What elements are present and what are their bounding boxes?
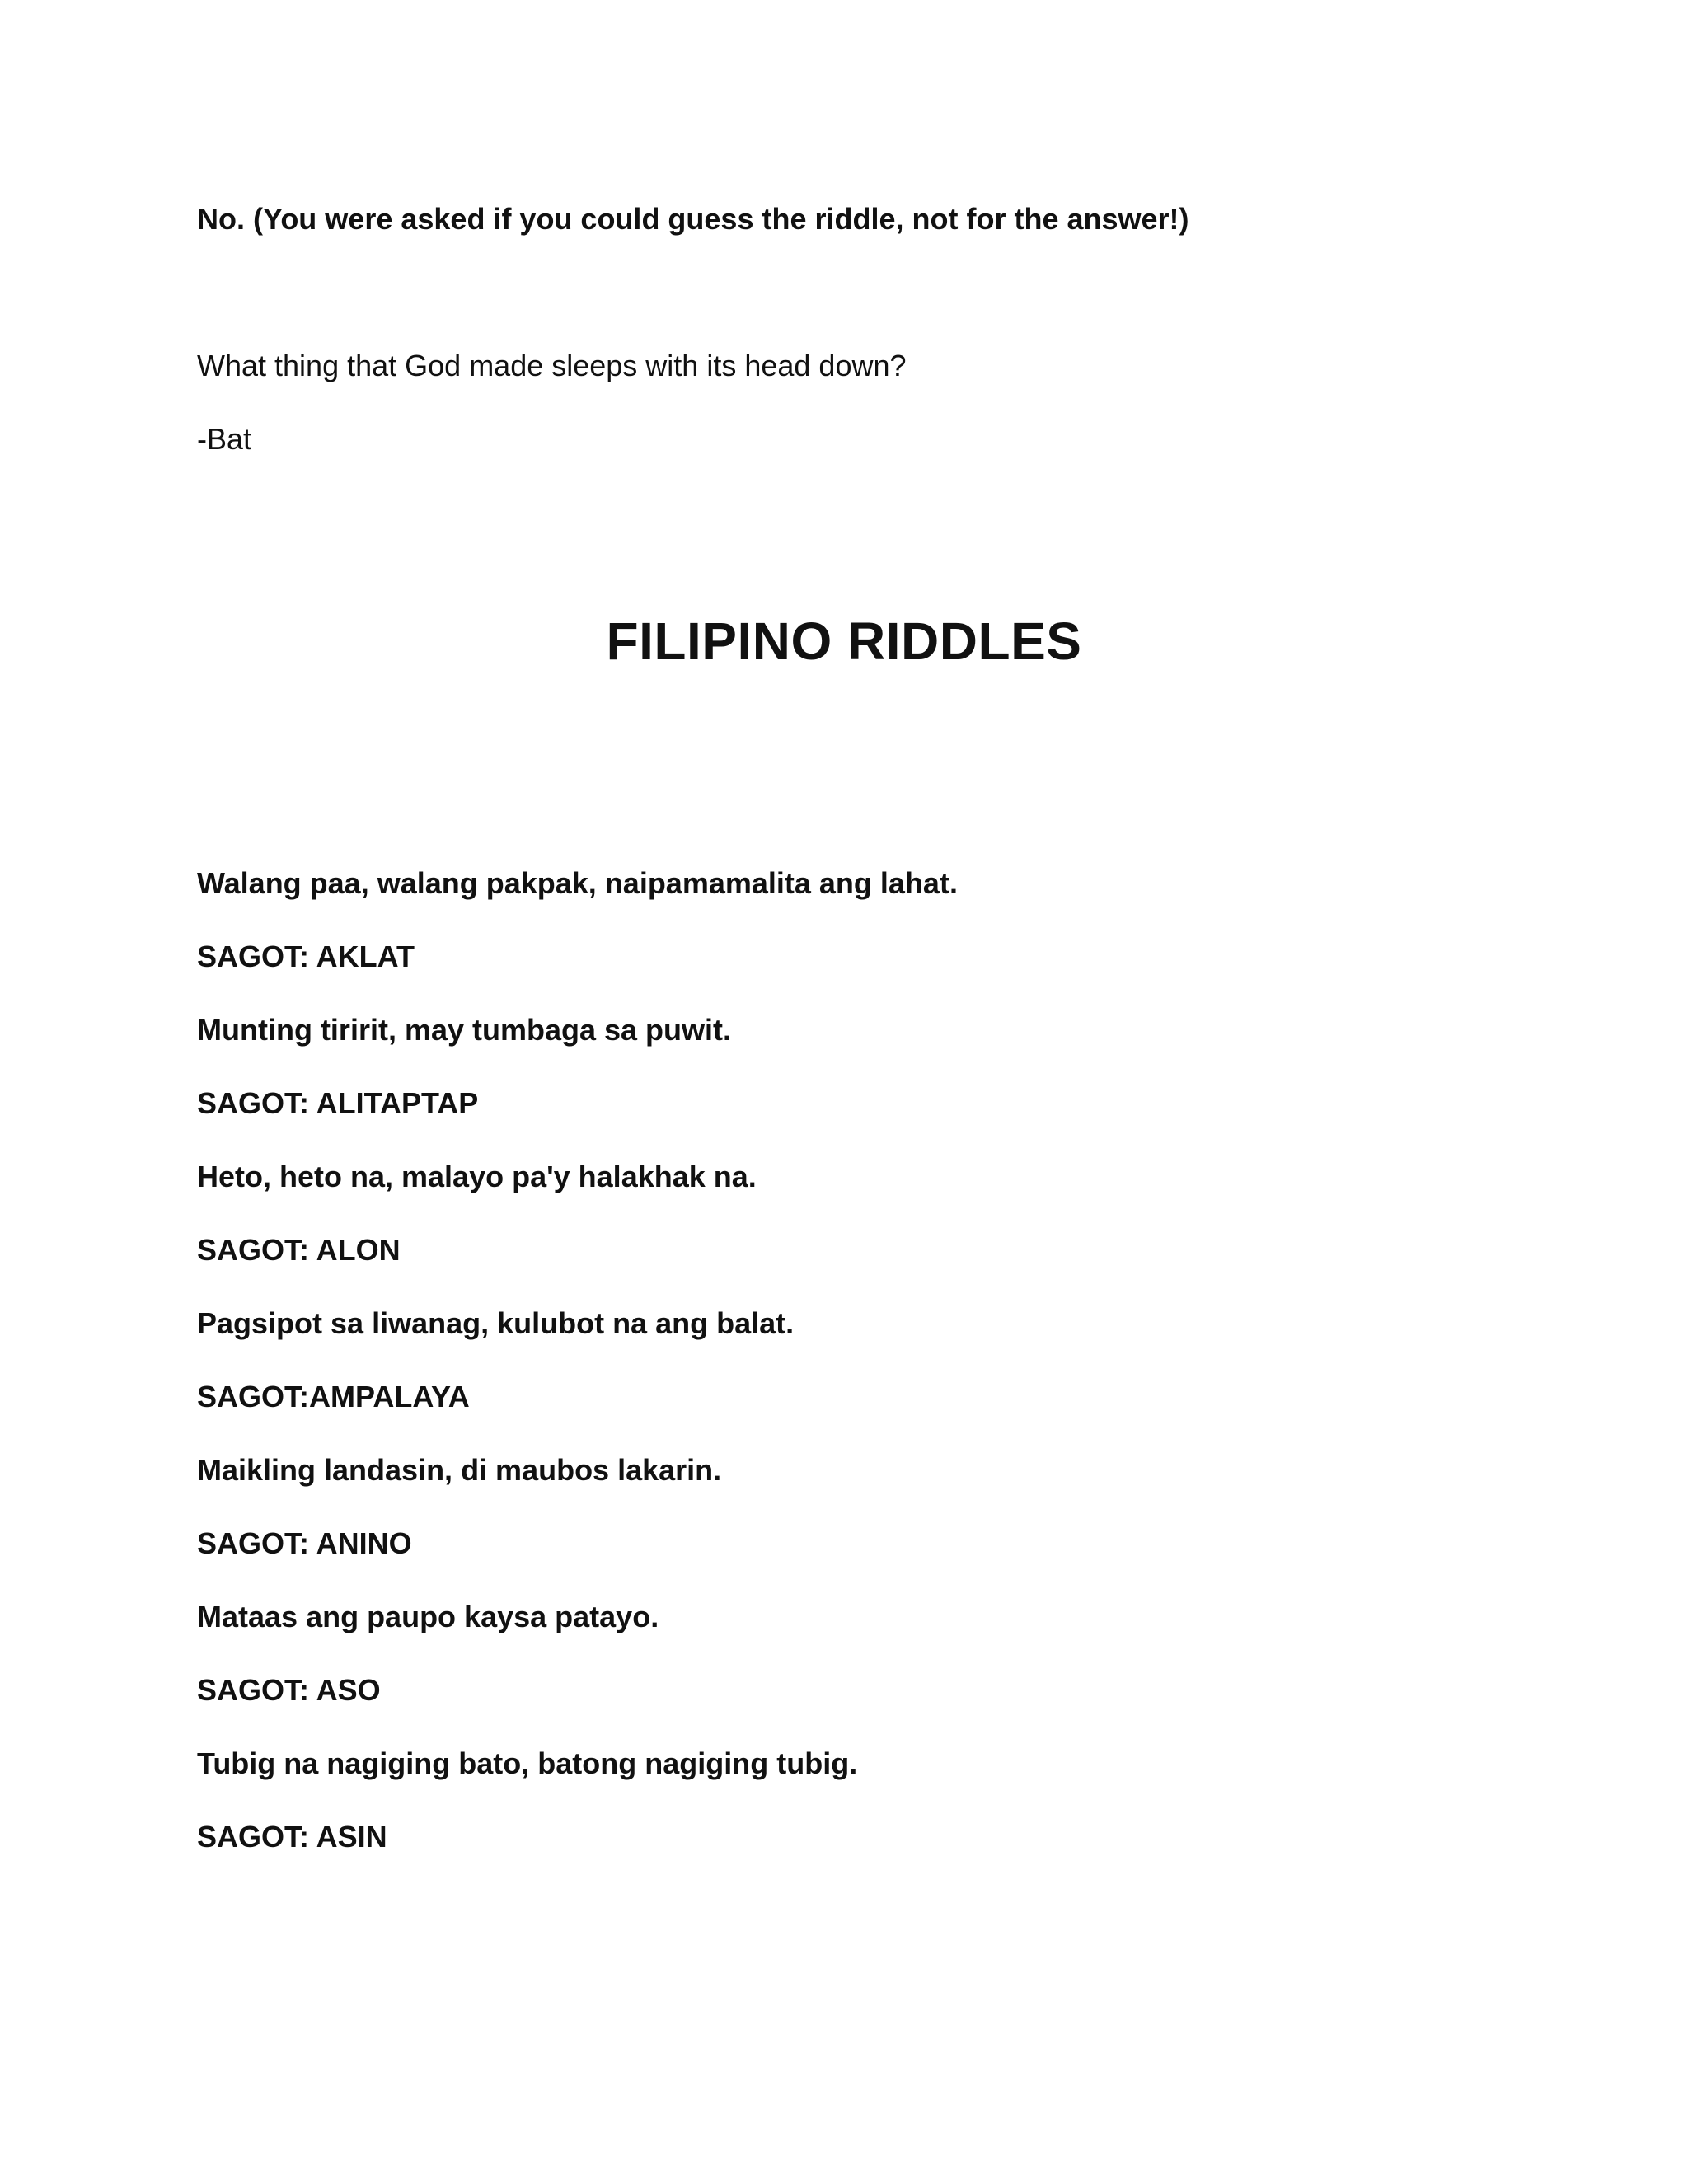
riddle-question: Walang paa, walang pakpak, naipamamalita ang lahat. xyxy=(197,866,958,900)
riddle-answer: SAGOT: ALITAPTAP xyxy=(197,1086,479,1120)
riddle-answer: SAGOT:AMPALAYA xyxy=(197,1380,470,1413)
riddle-answer: SAGOT: ASO xyxy=(197,1673,381,1707)
riddle-answer: SAGOT: ANINO xyxy=(197,1526,412,1560)
riddle-answer: SAGOT: AKLAT xyxy=(197,940,415,973)
riddle-question: Pagsipot sa liwanag, kulubot na ang balat. xyxy=(197,1306,795,1340)
riddle-list xyxy=(197,865,958,1892)
riddle-question: Tubig na nagiging bato, batong nagiging tubig. xyxy=(197,1746,858,1780)
riddle-question: Heto, heto na, malayo pa'y halakhak na. xyxy=(197,1160,757,1193)
intro-question: What thing that God made sleeps with its head down? xyxy=(197,349,907,382)
riddle-question: Maikling landasin, di maubos lakarin. xyxy=(197,1453,722,1487)
riddle-question: Munting tiririt, may tumbaga sa puwit. xyxy=(197,1013,732,1047)
riddle-answer: SAGOT: ASIN xyxy=(197,1820,387,1854)
intro-answer-note: No. (You were asked if you could guess the riddle, not for the answer!) xyxy=(197,202,1189,236)
riddle-question: Mataas ang paupo kaysa patayo. xyxy=(197,1600,659,1633)
riddle-answer: SAGOT: ALON xyxy=(197,1233,401,1267)
intro-answer: -Bat xyxy=(197,422,252,456)
section-title: FILIPINO RIDDLES xyxy=(606,612,1082,671)
